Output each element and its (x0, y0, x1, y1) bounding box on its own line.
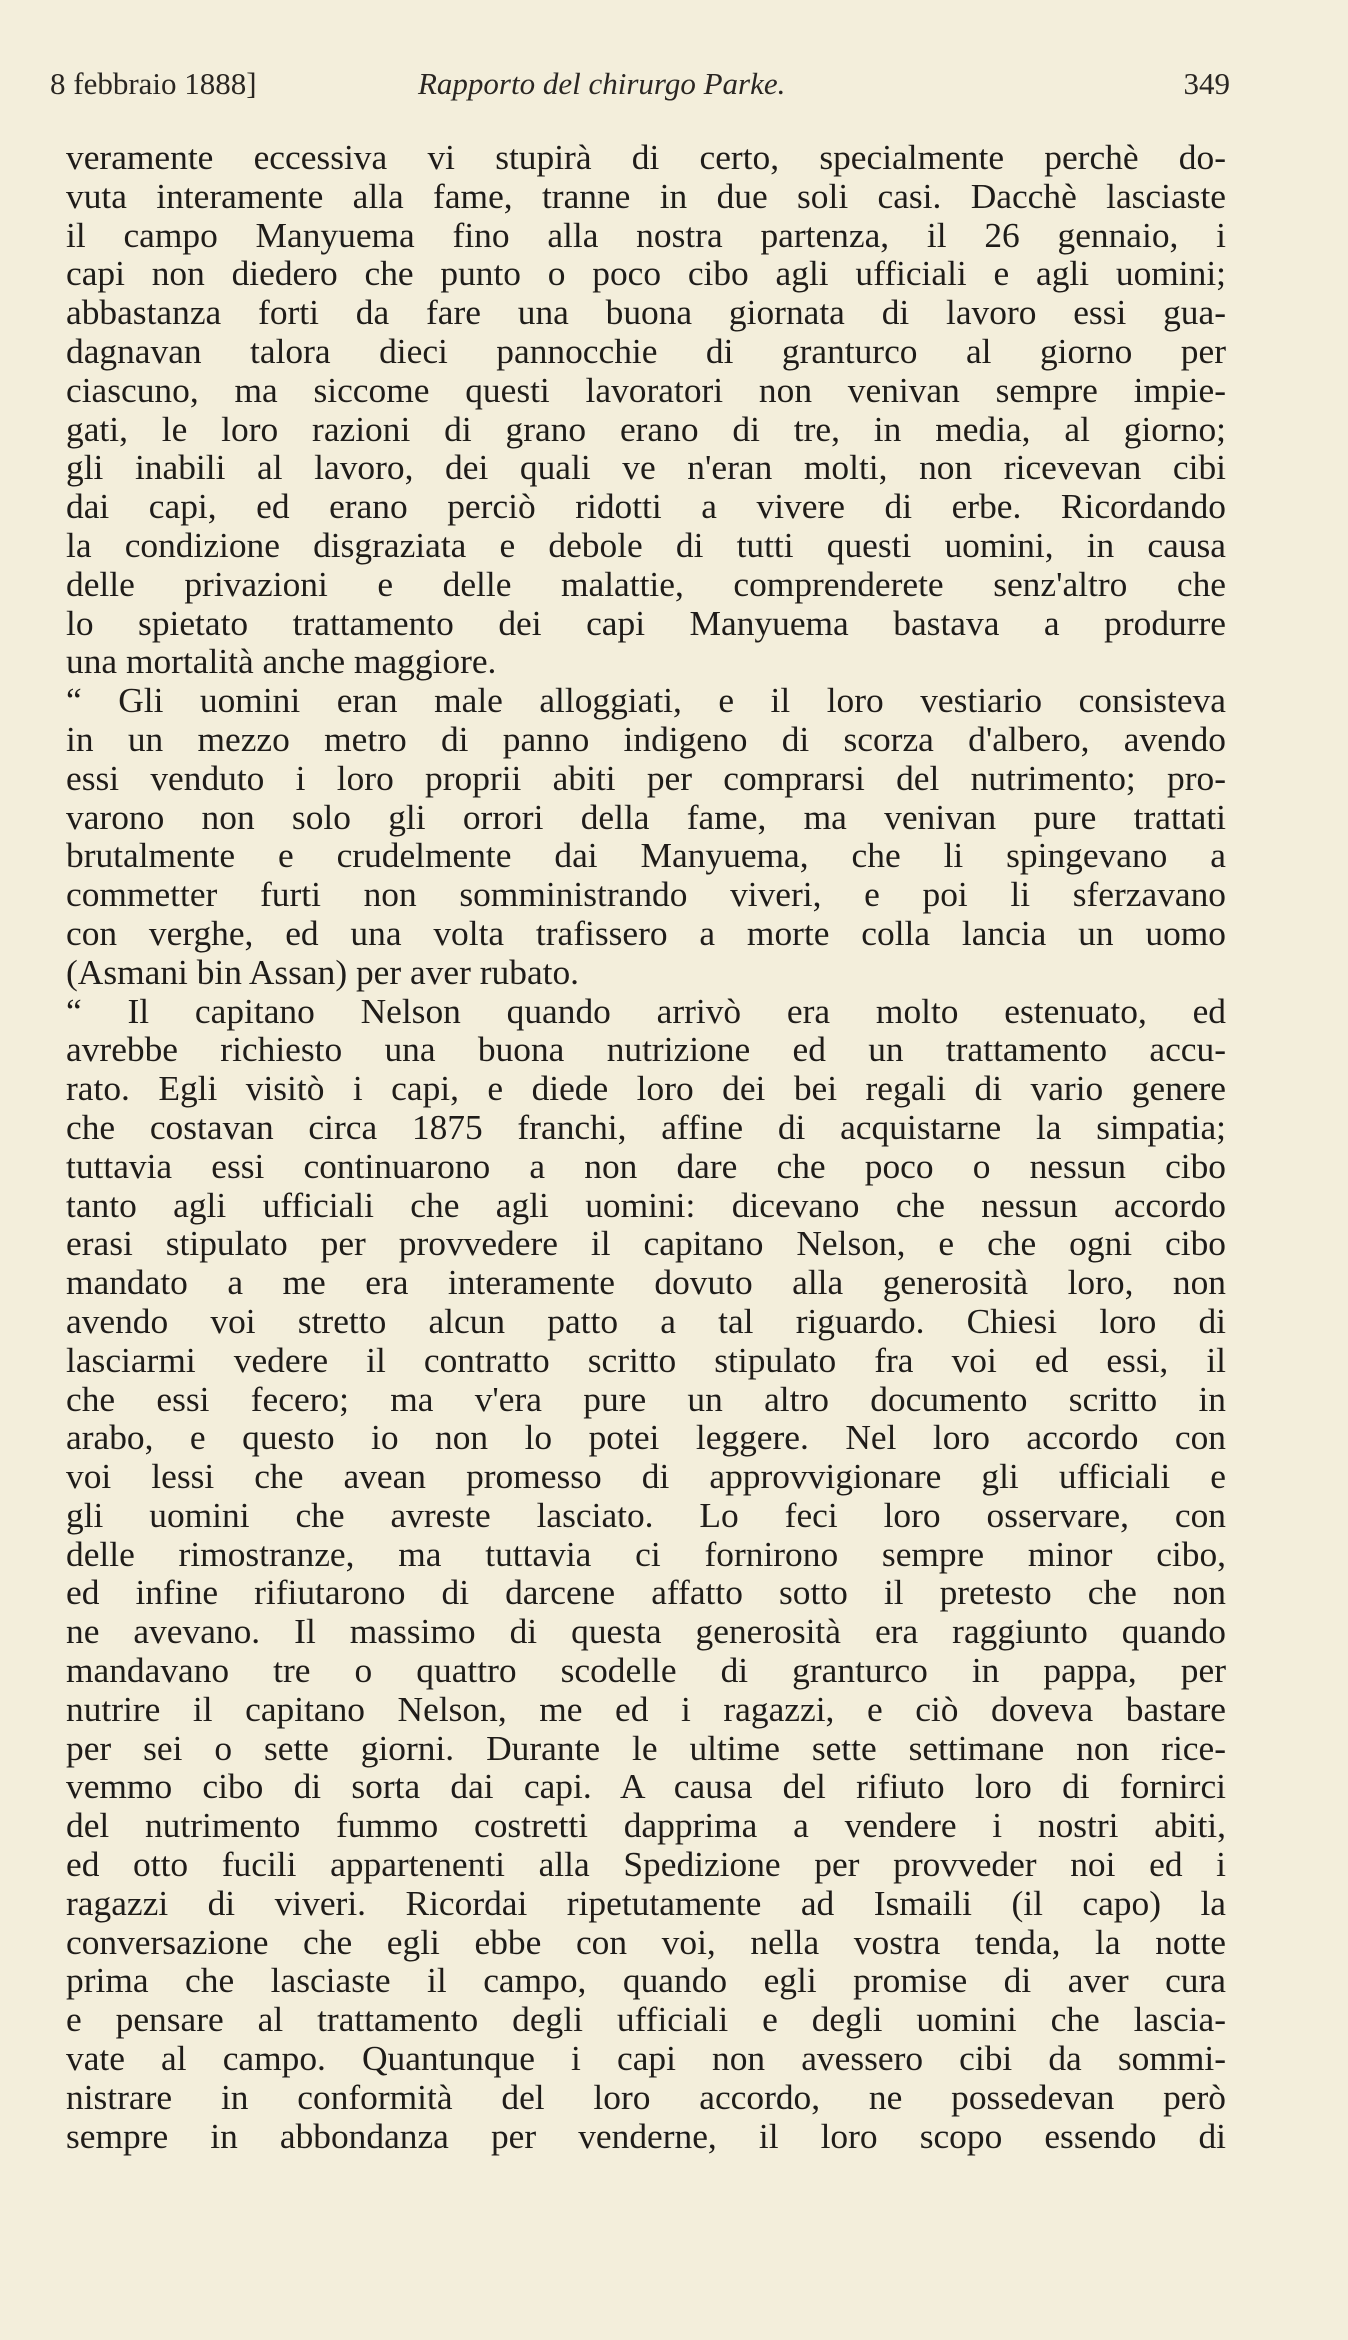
text-line: e pensare al trattamento degli ufficiali e degli uomini che lascia- (66, 1999, 1226, 2040)
text-line: avrebbe richiesto una buona nutrizione ed un trattamento accu- (66, 1029, 1226, 1070)
text-line: lasciarmi vedere il contratto scritto stipulato fra voi ed essi, il (66, 1339, 1226, 1380)
text-line: gati, le loro razioni di grano erano di tre, in media, al giorno; (66, 408, 1226, 449)
text-line: arabo, e questo io non lo potei leggere. Nel loro accordo con (66, 1417, 1226, 1458)
text-line: che costavan circa 1875 franchi, affine di acquistarne la simpatia; (66, 1106, 1226, 1147)
text-line: in un mezzo metro di panno indigeno di scorza d'albero, avendo (66, 718, 1226, 759)
text-line: ne avevano. Il massimo di questa generosità era raggiunto quando (66, 1611, 1226, 1652)
body-text (66, 138, 1226, 2155)
text-line: ed otto fucili appartenenti alla Spedizione per provveder noi ed i (66, 1844, 1226, 1885)
header-date: 8 febbraio 1888] (50, 66, 257, 101)
text-line: nistrare in conformità del loro accordo, ne possedevan però (66, 2076, 1226, 2117)
text-line: tanto agli ufficiali che agli uomini: dicevano che nessun accordo (66, 1184, 1226, 1225)
text-line: nutrire il capitano Nelson, me ed i ragazzi, e ciò doveva bastare (66, 1688, 1226, 1729)
text-line: per sei o sette giorni. Durante le ultime sette settimane non rice- (66, 1727, 1226, 1768)
text-line: delle rimostranze, ma tuttavia ci fornirono sempre minor cibo, (66, 1533, 1226, 1574)
text-line: una mortalità anche maggiore. (66, 641, 497, 682)
text-line: capi non diedero che punto o poco cibo agli ufficiali e agli uomini; (66, 253, 1226, 294)
text-line: “ Il capitano Nelson quando arrivò era molto estenuato, ed (66, 990, 1226, 1031)
text-line: “ Gli uomini eran male alloggiati, e il loro vestiario consisteva (66, 680, 1226, 721)
text-line: gli inabili al lavoro, dei quali ve n'eran molti, non ricevevan cibi (66, 447, 1226, 488)
text-line: la condizione disgraziata e debole di tutti questi uomini, in causa (66, 524, 1226, 565)
text-line: il campo Manyuema fino alla nostra partenza, il 26 gennaio, i (66, 214, 1226, 255)
text-line: voi lessi che avean promesso di approvvigionare gli ufficiali e (66, 1456, 1226, 1497)
text-line: sempre in abbondanza per venderne, il loro scopo essendo di (66, 2115, 1226, 2156)
text-line: dagnavan talora dieci pannocchie di granturco al giorno per (66, 330, 1226, 371)
text-line: ragazzi di viveri. Ricordai ripetutamente ad Ismaili (il capo) la (66, 1882, 1226, 1923)
text-line: veramente eccessiva vi stupirà di certo, specialmente perchè do- (66, 137, 1226, 177)
text-line: lo spietato trattamento dei capi Manyuema bastava a produrre (66, 602, 1226, 643)
text-line: vuta interamente alla fame, tranne in due soli casi. Dacchè lasciaste (66, 175, 1226, 216)
text-line: ed infine rifiutarono di darcene affatto sotto il pretesto che non (66, 1572, 1226, 1613)
text-line: abbastanza forti da fare una buona giornata di lavoro essi gua- (66, 292, 1226, 333)
text-line: vate al campo. Quantunque i capi non avessero cibi da sommi- (66, 2038, 1226, 2079)
text-line: tuttavia essi continuarono a non dare che poco o nessun cibo (66, 1145, 1226, 1186)
text-line: brutalmente e crudelmente dai Manyuema, che li spingevano a (66, 835, 1226, 876)
text-line: delle privazioni e delle malattie, comprenderete senz'altro che (66, 563, 1226, 604)
text-line: vemmo cibo di sorta dai capi. A causa del rifiuto loro di fornirci (66, 1766, 1226, 1807)
text-line: varono non solo gli orrori della fame, ma venivan pure trattati (66, 796, 1226, 837)
header-title: Rapporto del chirurgo Parke. (418, 66, 786, 101)
text-line: gli uomini che avreste lasciato. Lo feci loro osservare, con (66, 1494, 1226, 1535)
text-line: commetter furti non somministrando viveri, e poi li sferzavano (66, 874, 1226, 915)
text-line: mandavano tre o quattro scodelle di granturco in pappa, per (66, 1650, 1226, 1691)
text-line: che essi fecero; ma v'era pure un altro documento scritto in (66, 1378, 1226, 1419)
text-line: conversazione che egli ebbe con voi, nella vostra tenda, la notte (66, 1921, 1226, 1962)
text-line: dai capi, ed erano perciò ridotti a vivere di erbe. Ricordando (66, 486, 1226, 527)
text-line: prima che lasciaste il campo, quando egli promise di aver cura (66, 1960, 1226, 2001)
text-line: (Asmani bin Assan) per aver rubato. (66, 951, 580, 992)
text-line: con verghe, ed una volta trafissero a morte colla lancia un uomo (66, 912, 1226, 953)
text-line: mandato a me era interamente dovuto alla generosità loro, non (66, 1262, 1226, 1303)
text-line: essi venduto i loro proprii abiti per comprarsi del nutrimento; pro- (66, 757, 1226, 798)
text-line: erasi stipulato per provvedere il capitano Nelson, e che ogni cibo (66, 1223, 1226, 1264)
page-number: 349 (1183, 66, 1230, 101)
running-header (50, 66, 1230, 116)
text-line: del nutrimento fummo costretti dapprima a vendere i nostri abiti, (66, 1805, 1226, 1846)
text-line: ciascuno, ma siccome questi lavoratori non venivan sempre impie- (66, 369, 1226, 410)
text-line: rato. Egli visitò i capi, e diede loro dei bei regali di vario genere (66, 1068, 1226, 1109)
text-line: avendo voi stretto alcun patto a tal riguardo. Chiesi loro di (66, 1300, 1226, 1341)
